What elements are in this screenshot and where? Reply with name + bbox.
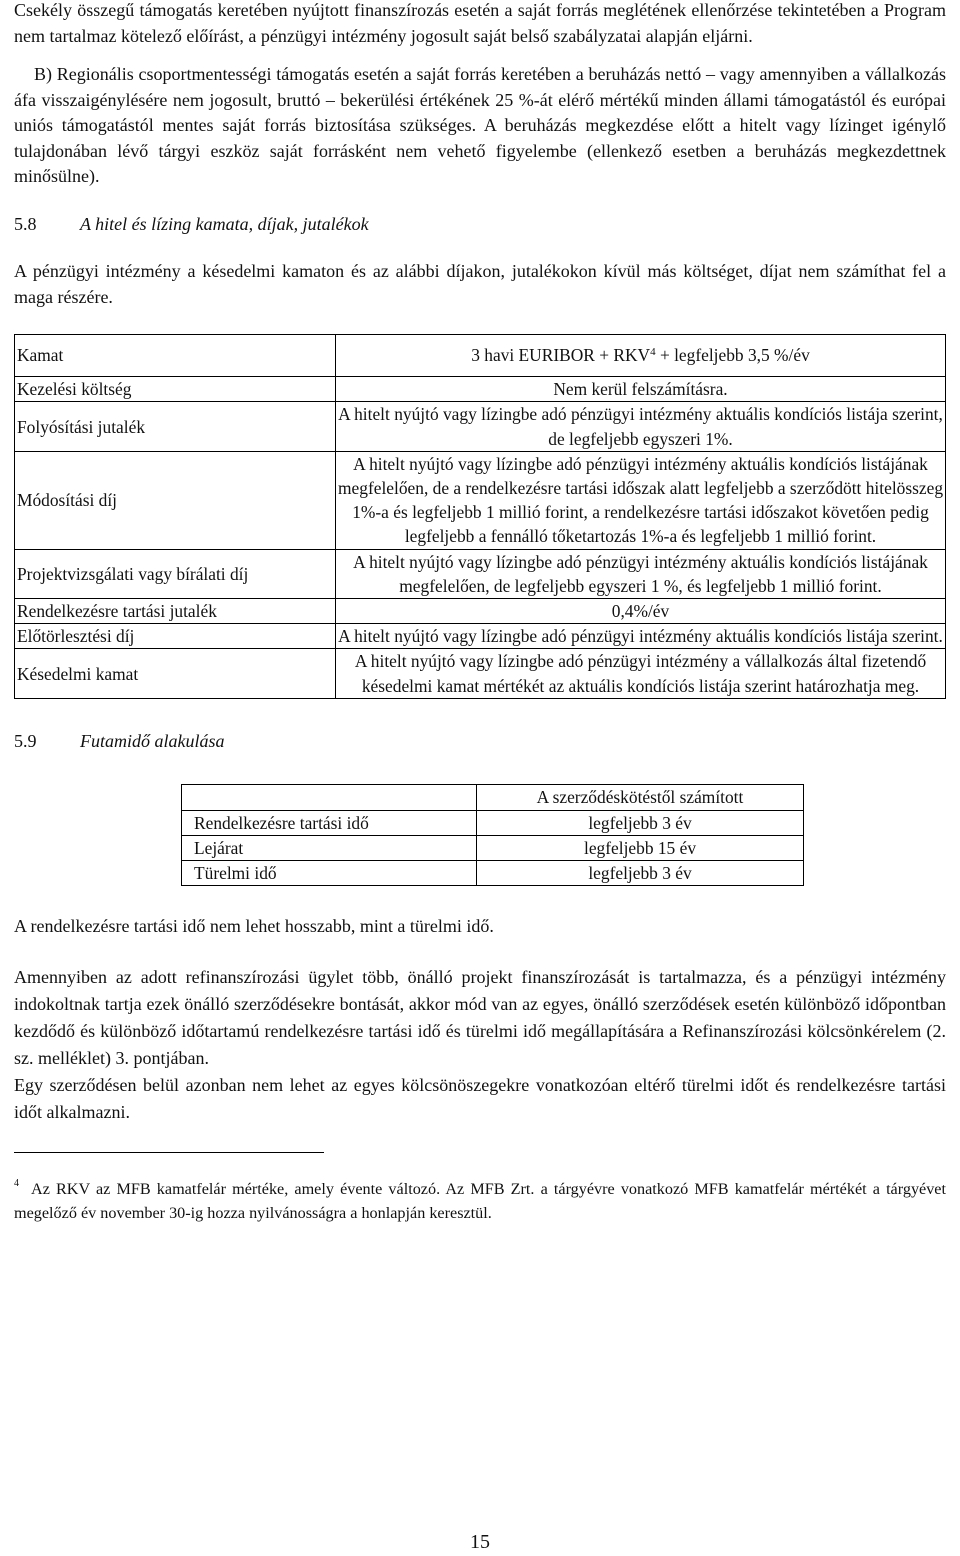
cost-label: Rendelkezésre tartási jutalék	[15, 599, 336, 624]
cost-label: Késedelmi kamat	[15, 649, 336, 698]
cost-value: 0,4%/év	[336, 599, 946, 624]
cost-value: Nem kerül felszámításra.	[336, 377, 946, 402]
cost-value: 3 havi EURIBOR + $RKV^4$ + legfeljebb 3,5 %/év	[336, 335, 946, 377]
cost-label: Módosítási díj	[15, 451, 336, 549]
table-row	[15, 624, 946, 649]
cost-table	[14, 334, 946, 699]
table-row	[15, 599, 946, 624]
term-label: Lejárat	[182, 835, 477, 860]
paragraph-b-part: B) Regionális csoportmentességi támogatás esetén a saját forrás keretében a beruházás nettó – vagy amennyiben a vállalkozás áfa visszaigénylésére nem jogosult, bruttó – bekerülési értékének 25 %-át elérő mértékű minden állami támogatástól és európai uniós támogatástól mentes saját forrás biztosítása szükséges. A beruházás megkezdése előtt a hitelt vagy lízinget igénylő tulajdonában lévő tárgyi eszköz saját forrásként nem vehető figyelembe (ellenkező esetben a beruházás megkezdettnek minősülne).	[14, 64, 946, 186]
table-row	[15, 649, 946, 698]
section-5-8-heading	[14, 212, 946, 238]
cost-value: A hitelt nyújtó vagy lízingbe adó pénzügyi intézmény aktuális kondíciós listájának megfelelően, de legfeljebb egyszeri 1 %, és legfeljebb 1 millió forint.	[336, 549, 946, 598]
table-row	[182, 835, 804, 860]
table-row	[182, 810, 804, 835]
term-header: A szerződéskötéstől számított	[477, 785, 804, 810]
cost-label: Folyósítási jutalék	[15, 402, 336, 451]
paragraph-intro: Csekély összegű támogatás keretében nyújtott finanszírozás esetén a saját forrás meglétének ellenőrzése tekintetében a Program nem tartalmaz kötelező előírást, a pénzügyi intézmény jogosult saját belső szabályzatai alapján eljárni.	[14, 0, 946, 46]
term-label: Türelmi idő	[182, 860, 477, 885]
term-value: legfeljebb 3 év	[477, 810, 804, 835]
term-table	[181, 784, 804, 886]
footnote-text: Az RKV az MFB kamatfelár mértéke, amely évente változó. Az MFB Zrt. a tárgyévre vonatkozó MFB kamatfelár mértékét a tárgyévet megelőző év november 30-ig hozza nyilvánosságra a honlapján keresztül.	[14, 1179, 946, 1222]
cost-value: A hitelt nyújtó vagy lízingbe adó pénzügyi intézmény aktuális kondíciós listája szerint.	[336, 624, 946, 649]
table-row	[15, 549, 946, 598]
term-label: Rendelkezésre tartási idő	[182, 810, 477, 835]
cost-value: A hitelt nyújtó vagy lízingbe adó pénzügyi intézmény aktuális kondíciós listájának megfelelően, de a rendelkezésre tartási időszak alatt legfeljebb a szerződött hitelösszeg 1%-a és legfeljebb 1 millió forint, a rendelkezésre tartási időszakot követően pedig legfeljebb a fennálló tőketartozás 1%-a és legfeljebb 1 millió forint.	[336, 451, 946, 549]
table-row	[15, 335, 946, 377]
table-row	[15, 377, 946, 402]
term-value: legfeljebb 15 év	[477, 835, 804, 860]
section-5-8-text: A pénzügyi intézmény a késedelmi kamaton és az alábbi díjakon, jutalékokon kívül más költséget, díjat nem számíthat fel a maga részére.	[14, 261, 946, 307]
page-number: 15	[470, 1531, 490, 1553]
table-row	[15, 402, 946, 451]
cost-label: Kezelési költség	[15, 377, 336, 402]
cost-value: A hitelt nyújtó vagy lízingbe adó pénzügyi intézmény aktuális kondíciós listája szerint, de legfeljebb egyszeri 1%.	[336, 402, 946, 451]
cost-label: Projektvizsgálati vagy bírálati díj	[15, 549, 336, 598]
footnote-mark: 4	[14, 1177, 19, 1189]
paragraph-term-rule: A rendelkezésre tartási idő nem lehet hosszabb, mint a türelmi idő.	[14, 916, 494, 937]
table-row	[182, 785, 804, 810]
term-value: legfeljebb 3 év	[477, 860, 804, 885]
table-row	[182, 860, 804, 885]
section-5-8-title: A hitel és lízing kamata, díjak, jutalékok	[80, 213, 369, 234]
cost-label: Előtörlesztési díj	[15, 624, 336, 649]
paragraph-contract-rule: Egy szerződésen belül azonban nem lehet az egyes kölcsönöszegekre vonatkozóan eltérő türelmi időt és rendelkezésre tartási időt alkalmazni.	[14, 1074, 946, 1122]
table-row	[15, 451, 946, 549]
footnote	[14, 1177, 946, 1225]
footnote-separator	[14, 1152, 324, 1153]
footnote-ref: 4	[650, 346, 656, 358]
section-5-9-title: Futamidő alakulása	[80, 730, 225, 751]
cost-value: A hitelt nyújtó vagy lízingbe adó pénzügyi intézmény a vállalkozás által fizetendő késedelmi kamat mértékét az aktuális kondíciós listája szerint határozhatja meg.	[336, 649, 946, 698]
paragraph-refinancing: Amennyiben az adott refinanszírozási ügylet több, önálló projekt finanszírozását is tartalmazza, és a pénzügyi intézmény indokoltnak tartja ezek önálló szerződésekre bontását, akkor mód van az egyes, önálló szerződések esetén különböző időpontban kezdődő és különböző időtartamú rendelkezésre tartási idő és türelmi idő megállapítására a Refinanszírozási kölcsönkérelem (2. sz. melléklet) 3. pontjában.	[14, 966, 946, 1068]
term-header-blank	[182, 785, 477, 810]
section-5-9-heading	[14, 729, 946, 755]
document-page	[14, 0, 946, 1225]
section-5-9-number: 5.9	[14, 730, 37, 751]
section-5-8-number: 5.8	[14, 213, 37, 234]
cost-label: Kamat	[15, 335, 336, 377]
